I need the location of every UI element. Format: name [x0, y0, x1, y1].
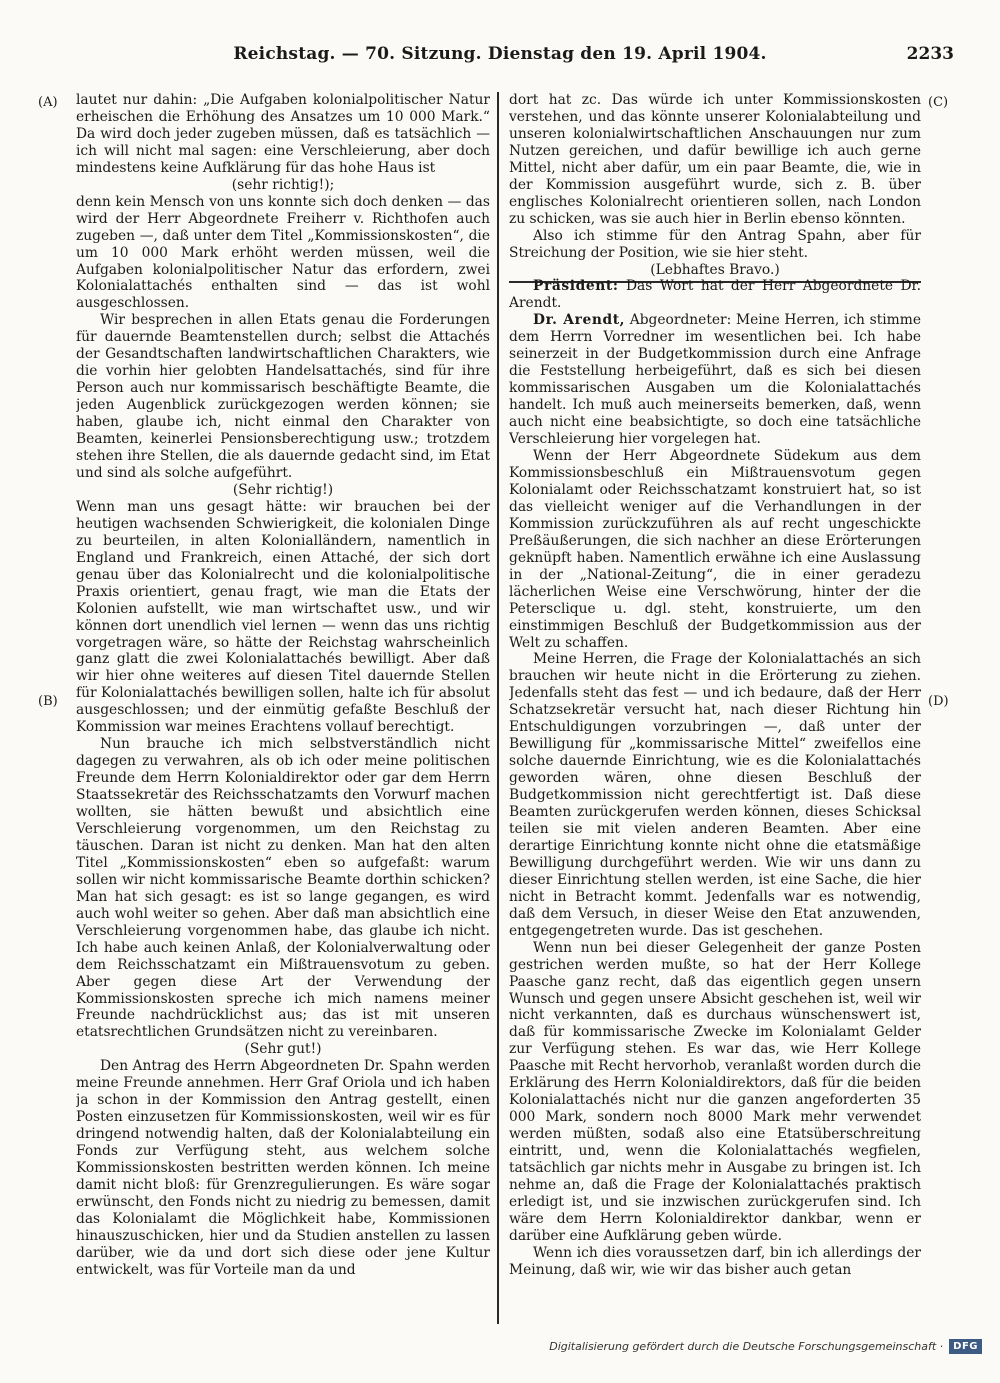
page-number: 2233: [906, 44, 954, 64]
dfg-logo: DFG: [949, 1339, 982, 1354]
paragraph: Meine Herren, die Frage der Kolonialattachés an sich brauchen wir heute nicht in die Erörterung zu ziehen. Jedenfalls steht das fest — und ich bedaure, daß der Herr Schatzsekretär versucht hat, nach dieser Richtung hin Entschuldigungen vorzubringen —, daß unter der Bewilligung für „kommissarische Mittel“ zweifellos eine solche dauernde Einrichtung, wie es die Kolonialattachés geworden wären, ohne diesen Beschluß der Budgetkommission nicht gerechtfertigt ist. Daß diese Beamten zurückgerufen werden können, dieses Schicksal teilen sie mit vielen anderen Beamten. Aber eine derartige Einrichtung konnte nicht ohne die etatsmäßige Bewilligung durchgeführt werden. Wie wir uns dann zu dieser Einrichtung stellen werden, ist eine Sache, die hier nicht in Betracht kommt. Jedenfalls war es notwendig, daß dem Versuch, in dieser Weise den Etat anzuwenden, entgegengetreten wurde. Das ist geschehen.: [509, 651, 921, 939]
footer-credit: Digitalisierung gefördert durch die Deutsche Forschungsgemeinschaft ·: [549, 1340, 944, 1353]
page-header: [0, 44, 1000, 74]
interjection: (Lebhaftes Bravo.): [650, 261, 780, 278]
paragraph: Wir besprechen in allen Etats genau die Forderungen für dauernde Beamtenstellen durch; selbst die Attachés der Gesandtschaften landwirtschaftlichen Charakters, wie die vorhin hier gelobten Handelsattachés, sind für ihre Person auch nur kommissarisch beschäftigte Beamte, die jeden Augenblick zurückgezogen werden können; sie haben, glaube ich, nicht einmal den Charakter von Beamten, keinerlei Pensionsberechtigung usw.; trotzdem stehen ihre Stellen, die als dauernde gedacht sind, im Etat und sind als solche aufgeführt.: [76, 312, 490, 481]
speaker-paragraph: [509, 312, 921, 448]
interjection: (Sehr gut!): [244, 1041, 322, 1058]
speaker-text: Das Wort hat der Herr Abgeordnete Dr. Arendt.: [509, 278, 921, 312]
paragraph: Nun brauche ich mich selbstverständlich nicht dagegen zu verwahren, als ob ich oder meine politischen Freunde dem Herrn Kolonialdirektor oder gar dem Herrn Staatssekretär des Reichsschatzamts den Vorwurf machen wollten, sie hätten bewußt und absichtlich eine Verschleierung vorgenommen, um den Reichstag zu täuschen. Daran ist nicht zu denken. Man hat den alten Titel „Kommissionskosten“ eben so aufgefaßt: warum sollen wir nicht kommissarische Beamte dorthin schicken? Man hat sich gesagt: es ist so lange gegangen, es wird auch wohl weiter so gehen. Aber daß man absichtlich eine Verschleierung vorgenommen habe, das glaube ich nicht. Ich habe auch keinen Anlaß, der Kolonialverwaltung oder dem Reichsschatzamt ein Mißtrauensvotum zu geben. Aber gegen diese Art der Verwendung der Kommissionskosten spreche ich mich namens meiner Freunde nachdrücklichst aus; das ist mit unseren etatsrechtlichen Grundsätzen nicht zu vereinbaren.: [76, 736, 490, 1041]
margin-marker-b: (B): [38, 694, 58, 709]
interjection: (Sehr richtig!): [232, 481, 334, 498]
column-divider: [497, 92, 499, 1324]
speaker-paragraph: [509, 278, 921, 312]
speaker-name: Dr. Arendt,: [533, 312, 626, 329]
margin-marker-c: (C): [928, 95, 949, 110]
paragraph: Wenn man uns gesagt hätte: wir brauchen bei der heutigen wachsenden Schwierigkeit, die kolonialen Dinge zu beurteilen, in alten Kolonialländern, namentlich in England und Frankreich, einen Attaché, der sich dort genau über das Kolonialrecht und die kolonialpolitische Praxis orientiert, genau fragt, wie man die Etats der Kolonien aufstellt, wie man wirtschaftet usw., und wir können dort unendlich viel lernen — wenn das uns richtig vorgetragen wäre, so hätte der Reichstag wahrscheinlich ganz glatt die zwei Kolonialattachés bewilligt. Aber daß wir hier ohne weiteres auf diesen Titel dauernde Stellen für Kolonialattachés bewilligen sollen, halte ich für absolut ausgeschlossen; und der einmütig gefaßte Beschluß der Kommission war meines Erachtens vollauf berechtigt.: [76, 498, 490, 736]
speaker-text: Abgeordneter: Meine Herren, ich stimme dem Herrn Vorredner im wesentlichen bei. Ich habe seinerzeit in der Budgetkommission durch eine Anfrage die Feststellung herbeigeführt, daß es sich bei diesen kommissarischen Ausgaben um die Kolonialattachés handelt. Ich muß auch meinerseits bemerken, daß, wenn auch nicht eine beabsichtigte, so doch eine tatsächliche Verschleierung hier vorgelegen hat.: [509, 312, 921, 448]
left-column: [76, 92, 490, 1320]
running-title: Reichstag. — 70. Sitzung. Dienstag den 19. April 1904.: [233, 44, 767, 64]
paragraph: Wenn nun bei dieser Gelegenheit der ganze Posten gestrichen werden mußte, so hat der Herr Kollege Paasche ganz recht, daß das eigentlich gegen unsern Wunsch und gegen unsere Absicht geschehen ist, weil wir nicht verkannten, daß es durchaus wünschenswert ist, daß für kommissarische Zwecke im Kolonialamt Gelder zur Verfügung stehen. Es war das, wie Herr Kollege Paasche mit Recht hervorhob, veranlaßt worden durch die Erklärung des Herrn Kolonialdirektors, daß für die beiden Kolonialattachés nicht nur die ganzen angeforderten 35 000 Mark, sondern noch 8000 Mark mehr verwendet werden müßten, sodaß also eine Etatsüberschreitung eintritt, und, wenn die Kolonialattachés wegfielen, tatsächlich gar nichts mehr in Ausgabe zu bringen ist. Ich nehme an, daß die Frage der Kolonialattachés praktisch erledigt ist, und sie inzwischen zurückgerufen sind. Ich wäre dem Herrn Kolonialdirektor dankbar, wenn er darüber eine Aufklärung geben würde.: [509, 939, 921, 1244]
paragraph: Wenn ich dies voraussetzen darf, bin ich allerdings der Meinung, daß wir, wie wir das bisher auch getan: [509, 1244, 921, 1278]
paragraph: Wenn der Herr Abgeordnete Südekum aus dem Kommissionsbeschluß ein Mißtrauensvotum gegen Kolonialamt oder Reichsschatzamt konstruiert hat, so ist das vielleicht weniger auf die Verhandlungen in der Kommission zurückzuführen als auf recht ungeschickte Preßäußerungen, die sich nachher an diese Erörterungen geknüpft haben. Namentlich erwähne ich eine Auslassung in der „National-Zeitung“, die in einer geradezu lächerlichen Weise eine Verschwörung, hinter der die Petersclique u. dgl. steht, konstruierte, um den einstimmigen Beschluß der Budgetkommission aus der Welt zu schaffen.: [509, 448, 921, 651]
speaker-name: Präsident:: [533, 278, 619, 295]
paragraph: denn kein Mensch von uns konnte sich doch denken — das wird der Herr Abgeordnete Freiherr v. Richthofen auch zugeben —, daß unter dem Titel „Kommissionskosten“, die um 10 000 Mark erhöht werden müssen, weil die Aufgaben kolonialpolitischer Natur das erfordern, zwei Kolonialattachés enthalten sind — das ist wohl ausgeschlossen.: [76, 193, 490, 312]
footer: [549, 1339, 982, 1354]
paragraph: Also ich stimme für den Antrag Spahn, aber für Streichung der Position, wie sie hier steht.: [509, 227, 921, 261]
margin-marker-a: (A): [38, 95, 58, 110]
margin-marker-d: (D): [928, 694, 949, 709]
paragraph: lautet nur dahin: „Die Aufgaben kolonialpolitischer Natur erheischen die Erhöhung des Ansatzes um 10 000 Mark.“ Da wird doch jeder zugeben müssen, daß es tatsächlich — ich will nicht mal sagen: eine Verschleierung, aber doch mindestens keine Aufklärung für das hohe Haus ist: [76, 92, 490, 176]
paragraph: dort hat zc. Das würde ich unter Kommissionskosten verstehen, und das könnte unserer Kolonialabteilung und unseren kolonialwirtschaftlichen Anschauungen nur zum Nutzen gereichen, und dafür bewillige ich auch gerne Mittel, nicht aber dafür, um ein paar Beamte, die, wie in der Kommission ausgeführt wurde, sich z. B. über englisches Kolonialrecht orientieren sollen, nach London zu schicken, was sie auch hier in Berlin ebenso könnten.: [509, 92, 921, 227]
right-column: [509, 92, 921, 1320]
paragraph: Den Antrag des Herrn Abgeordneten Dr. Spahn werden meine Freunde annehmen. Herr Graf Oriola und ich haben ja schon in der Kommission den Antrag gestellt, einen Posten einzusetzen für Kommissionskosten, weil wir es für dringend notwendig halten, daß der Kolonialabteilung ein Fonds zur Verfügung steht, aus welchem solche Kommissionskosten bestritten werden können. Ich meine damit nicht bloß: für Grenzregulierungen. Es wäre sogar erwünscht, den Fonds nicht zu niedrig zu bemessen, damit das Kolonialamt die Möglichkeit habe, Kommissionen hinauszuschicken, hier und da Studien anstellen zu lassen darüber, wie da und dort sich diese oder jene Kultur entwickelt, was für Vorteile man da und: [76, 1058, 490, 1278]
interjection: (sehr richtig!);: [231, 176, 335, 193]
